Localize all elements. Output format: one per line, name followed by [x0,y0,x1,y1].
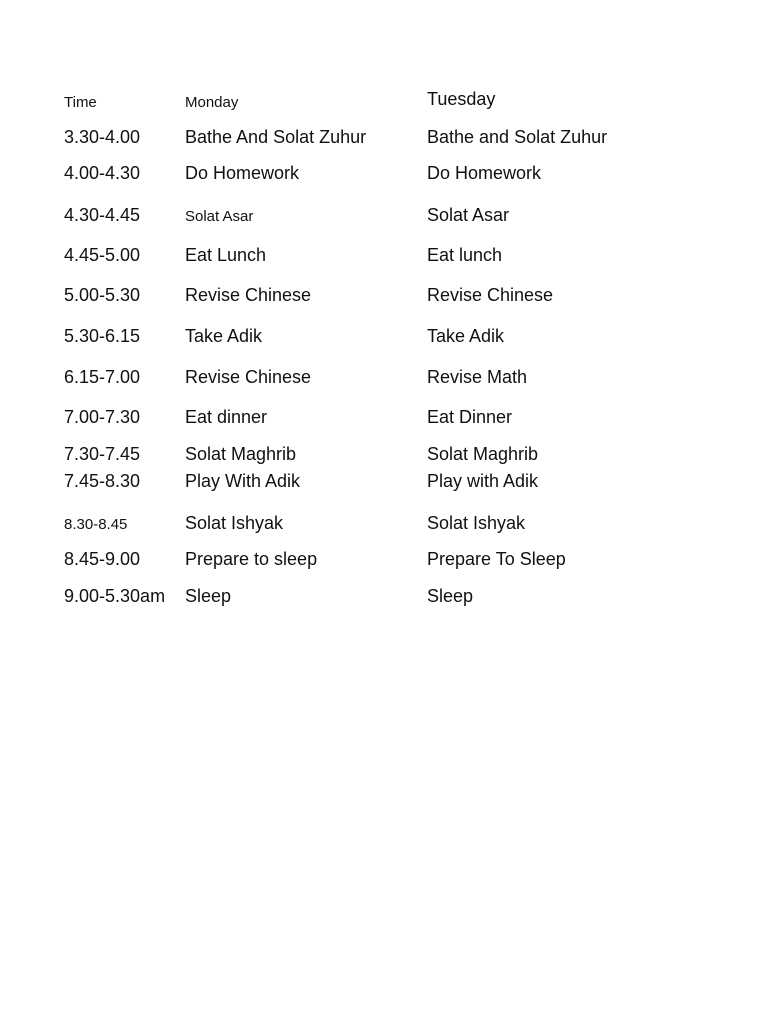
row-tuesday: Revise Math [427,367,528,387]
row-monday: Sleep [185,586,232,606]
row-monday: Eat dinner [185,407,268,427]
row-monday: Revise Chinese [185,367,312,387]
table-row [0,406,768,432]
table-row [0,126,768,152]
row-time: 8.30-8.45 [64,516,128,533]
row-tuesday: Solat Asar [427,205,510,225]
row-monday: Bathe And Solat Zuhur [185,127,367,147]
row-monday: Do Homework [185,163,300,183]
row-tuesday: Play with Adik [427,471,539,491]
row-time: 7.00-7.30 [64,407,141,427]
row-time: 5.30-6.15 [64,326,141,346]
row-time: 9.00-5.30am [64,586,166,606]
table-row [0,366,768,392]
row-time: 5.00-5.30 [64,285,141,305]
row-tuesday: Eat lunch [427,245,503,265]
header-tuesday: Tuesday [427,89,496,109]
row-time: 4.30-4.45 [64,205,141,225]
row-tuesday: Bathe and Solat Zuhur [427,127,608,147]
header-time: Time [64,94,97,111]
row-tuesday: Solat Ishyak [427,513,526,533]
table-row [0,548,768,574]
row-monday: Solat Asar [185,208,254,225]
row-time: 7.45-8.30 [64,471,141,491]
row-tuesday: Solat Maghrib [427,444,539,464]
table-row [0,512,768,538]
table-row [0,443,768,469]
row-time: 8.45-9.00 [64,549,141,569]
table-row [0,585,768,611]
row-time: 6.15-7.00 [64,367,141,387]
row-time: 3.30-4.00 [64,127,141,147]
row-tuesday: Eat Dinner [427,407,513,427]
table-row [0,204,768,230]
table-row [0,284,768,310]
table-row [0,470,768,496]
header-row [0,90,768,116]
row-time: 4.45-5.00 [64,245,141,265]
row-monday: Solat Maghrib [185,444,297,464]
row-monday: Play With Adik [185,471,301,491]
header-monday: Monday [185,94,239,111]
table-row [0,325,768,351]
row-time: 7.30-7.45 [64,444,141,464]
row-monday: Prepare to sleep [185,549,318,569]
table-row [0,244,768,270]
row-monday: Revise Chinese [185,285,312,305]
row-tuesday: Sleep [427,586,474,606]
row-tuesday: Take Adik [427,326,505,346]
row-tuesday: Do Homework [427,163,542,183]
row-monday: Eat Lunch [185,245,267,265]
row-time: 4.00-4.30 [64,163,141,183]
table-row [0,162,768,188]
row-tuesday: Revise Chinese [427,285,554,305]
row-tuesday: Prepare To Sleep [427,549,566,569]
row-monday: Solat Ishyak [185,513,284,533]
row-monday: Take Adik [185,326,263,346]
